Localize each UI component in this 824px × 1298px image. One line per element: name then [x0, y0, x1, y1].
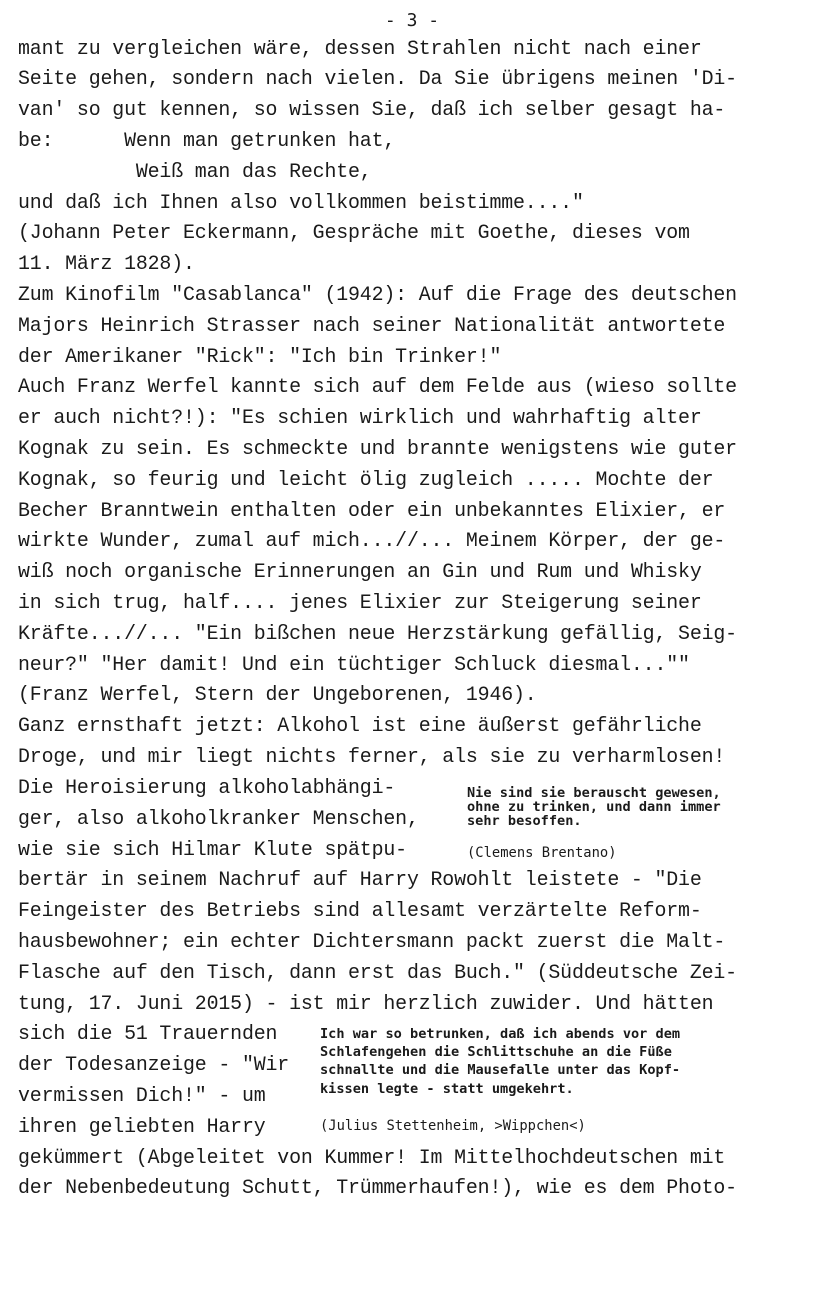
quote-line: Ich war so betrunken, daß ich abends vor dem	[320, 1026, 681, 1042]
text-line: Die Heroisierung alkoholabhängi-	[18, 776, 396, 799]
text-line: Kognak, so feurig und leicht ölig zugleich ..... Mochte der	[18, 468, 714, 491]
text-line: wirkte Wunder, zumal auf mich...//... Meinem Körper, der ge-	[18, 529, 726, 552]
text-line: ger, also alkoholkranker Menschen,	[18, 807, 419, 830]
text-line: 11. März 1828).	[18, 252, 195, 275]
text-line: Flasche auf den Tisch, dann erst das Buch." (Süddeutsche Zei-	[18, 961, 737, 984]
text-line: Ganz ernsthaft jetzt: Alkohol ist eine äußerst gefährliche	[18, 714, 702, 737]
text-line: (Johann Peter Eckermann, Gespräche mit Goethe, dieses vom	[18, 221, 690, 244]
quote-line: Schlafengehen die Schlittschuhe an die Füße	[320, 1044, 672, 1060]
quote-source: (Clemens Brentano)	[467, 845, 617, 861]
quote-line: Nie sind sie berauscht gewesen,	[467, 785, 721, 801]
text-line: Becher Branntwein enthalten oder ein unbekanntes Elixier, er	[18, 499, 726, 522]
text-line: van' so gut kennen, so wissen Sie, daß ich selber gesagt ha-	[18, 98, 726, 121]
text-line: sich die 51 Trauernden	[18, 1022, 278, 1045]
quote-line: schnallte und die Mausefalle unter das Kopf-	[320, 1062, 681, 1078]
text-line: vermissen Dich!" - um	[18, 1084, 266, 1107]
text-line: gekümmert (Abgeleitet von Kummer! Im Mittelhochdeutschen mit	[18, 1146, 726, 1169]
text-line: hausbewohner; ein echter Dichtersmann packt zuerst die Malt-	[18, 930, 726, 953]
text-line: be: Wenn man getrunken hat,	[18, 129, 396, 152]
text-line: wie sie sich Hilmar Klute spätpu-	[18, 838, 407, 861]
quote-line: ohne zu trinken, und dann immer	[467, 799, 721, 815]
quote-line: sehr besoffen.	[467, 813, 582, 829]
text-line: Zum Kinofilm "Casablanca" (1942): Auf die Frage des deutschen	[18, 283, 737, 306]
text-line: Weiß man das Rechte,	[18, 160, 372, 183]
text-line: und daß ich Ihnen also vollkommen beistimme...."	[18, 191, 584, 214]
text-line: der Todesanzeige - "Wir	[18, 1053, 290, 1076]
text-line: in sich trug, half.... jenes Elixier zur Steigerung seiner	[18, 591, 702, 614]
text-line: der Nebenbedeutung Schutt, Trümmerhaufen!), wie es dem Photo-	[18, 1176, 737, 1199]
text-line: bertär in seinem Nachruf auf Harry Rowohlt leistete - "Die	[18, 868, 702, 891]
text-line: Feingeister des Betriebs sind allesamt verzärtelte Reform-	[18, 899, 702, 922]
text-line: Kognak zu sein. Es schmeckte und brannte wenigstens wie guter	[18, 437, 737, 460]
page-number: - 3 -	[384, 10, 440, 31]
text-line: Kräfte...//... "Ein bißchen neue Herzstärkung gefällig, Seig-	[18, 622, 737, 645]
text-line: wiß noch organische Erinnerungen an Gin und Rum und Whisky	[18, 560, 702, 583]
quote-line: kissen legte - statt umgekehrt.	[320, 1081, 574, 1097]
text-line: Auch Franz Werfel kannte sich auf dem Felde aus (wieso sollte	[18, 375, 737, 398]
text-line: Seite gehen, sondern nach vielen. Da Sie übrigens meinen 'Di-	[18, 67, 737, 90]
text-line: Majors Heinrich Strasser nach seiner Nationalität antwortete	[18, 314, 726, 337]
text-line: der Amerikaner "Rick": "Ich bin Trinker!"	[18, 345, 502, 368]
text-line: Droge, und mir liegt nichts ferner, als sie zu verharmlosen!	[18, 745, 726, 768]
text-line: ihren geliebten Harry	[18, 1115, 266, 1138]
quote-source: (Julius Stettenheim, >Wippchen<)	[320, 1118, 586, 1134]
text-line: (Franz Werfel, Stern der Ungeborenen, 1946).	[18, 683, 537, 706]
text-line: er auch nicht?!): "Es schien wirklich und wahrhaftig alter	[18, 406, 702, 429]
text-line: neur?" "Her damit! Und ein tüchtiger Schluck diesmal...""	[18, 653, 690, 676]
text-line: mant zu vergleichen wäre, dessen Strahlen nicht nach einer	[18, 37, 702, 60]
text-line: tung, 17. Juni 2015) - ist mir herzlich zuwider. Und hätten	[18, 992, 714, 1015]
